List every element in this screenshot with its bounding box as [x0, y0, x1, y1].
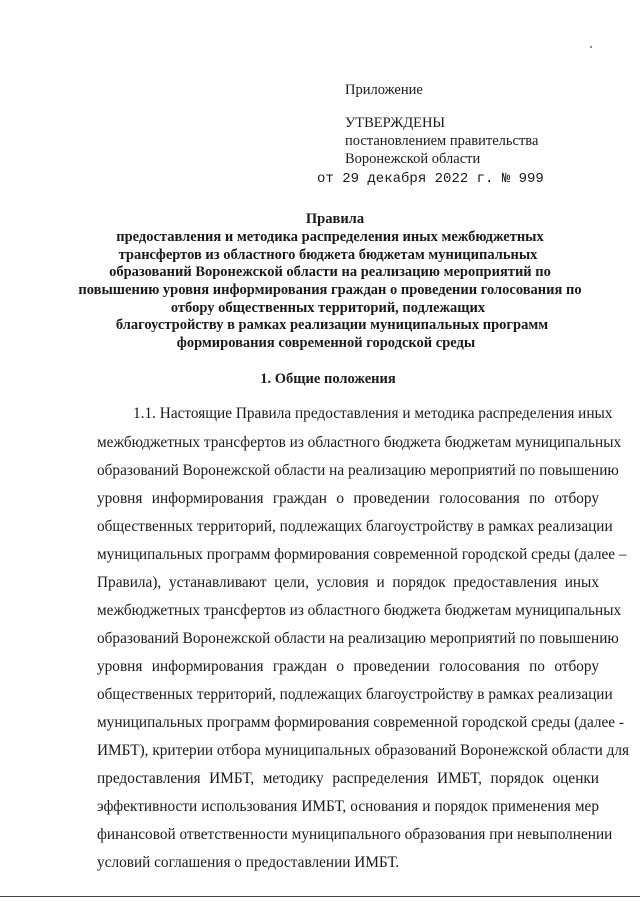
paragraph-line: Правила), устанавливают цели, условия и порядок предоставления иных: [97, 574, 599, 591]
decree-date: от 29 декабря 2022 г. № 999: [317, 171, 544, 187]
title-line: образований Воронежской области на реализацию мероприятий по: [109, 264, 551, 280]
section-heading: 1. Общие положения: [260, 371, 396, 387]
paragraph-line: предоставления ИМБТ, методику распределения ИМБТ, порядок оценки: [97, 770, 599, 787]
paragraph-line: образований Воронежской области на реализацию мероприятий по повышению: [97, 462, 619, 479]
title-line: трансфертов из областного бюджета бюджетам муниципальных: [118, 247, 538, 263]
decree-line-2: Воронежской области: [345, 151, 481, 167]
approved-label: УТВЕРЖДЕНЫ: [345, 115, 446, 131]
paragraph-line: ИМБТ), критерии отбора муниципальных образований Воронежской области для: [97, 742, 630, 759]
paragraph-line: муниципальных программ формирования современной городской среды (далее –: [97, 546, 627, 563]
appendix-label: Приложение: [345, 82, 423, 98]
paragraph-line: условий соглашения о предоставлении ИМБТ.: [97, 854, 400, 871]
paragraph-line: 1.1. Настоящие Правила предоставления и методика распределения иных: [133, 405, 613, 422]
title-line: благоустройству в рамках реализации муниципальных программ: [115, 317, 549, 333]
paragraph-line: эффективности использования ИМБТ, основания и порядок применения мер: [97, 798, 599, 815]
paragraph-line: муниципальных программ формирования современной городской среды (далее -: [97, 714, 625, 731]
decree-line-1: постановлением правительства: [345, 133, 539, 149]
page-bottom-edge: [0, 896, 640, 897]
paragraph-line: межбюджетных трансфертов из областного бюджета бюджетам муниципальных: [97, 602, 622, 619]
paragraph-line: уровня информирования граждан о проведении голосования по отбору: [97, 490, 599, 507]
paragraph-line: общественных территорий, подлежащих благоустройству в рамках реализации: [97, 518, 613, 535]
title-line: Правила: [305, 211, 365, 227]
scan-speck: [590, 46, 592, 48]
title-line: формирования современной городской среды: [176, 335, 476, 351]
paragraph-line: уровня информирования граждан о проведении голосования по отбору: [97, 658, 599, 675]
title-line: повышению уровня информирования граждан о проведении голосования по: [78, 282, 582, 298]
paragraph-line: финансовой ответственности муниципального образования при невыполнении: [97, 826, 613, 843]
title-line: отбору общественных территорий, подлежащих: [170, 300, 486, 316]
title-line: предоставления и методика распределения иных межбюджетных: [116, 229, 544, 245]
paragraph-line: образований Воронежской области на реализацию мероприятий по повышению: [97, 630, 619, 647]
paragraph-line: межбюджетных трансфертов из областного бюджета бюджетам муниципальных: [97, 434, 622, 451]
paragraph-line: общественных территорий, подлежащих благоустройству в рамках реализации: [97, 686, 613, 703]
